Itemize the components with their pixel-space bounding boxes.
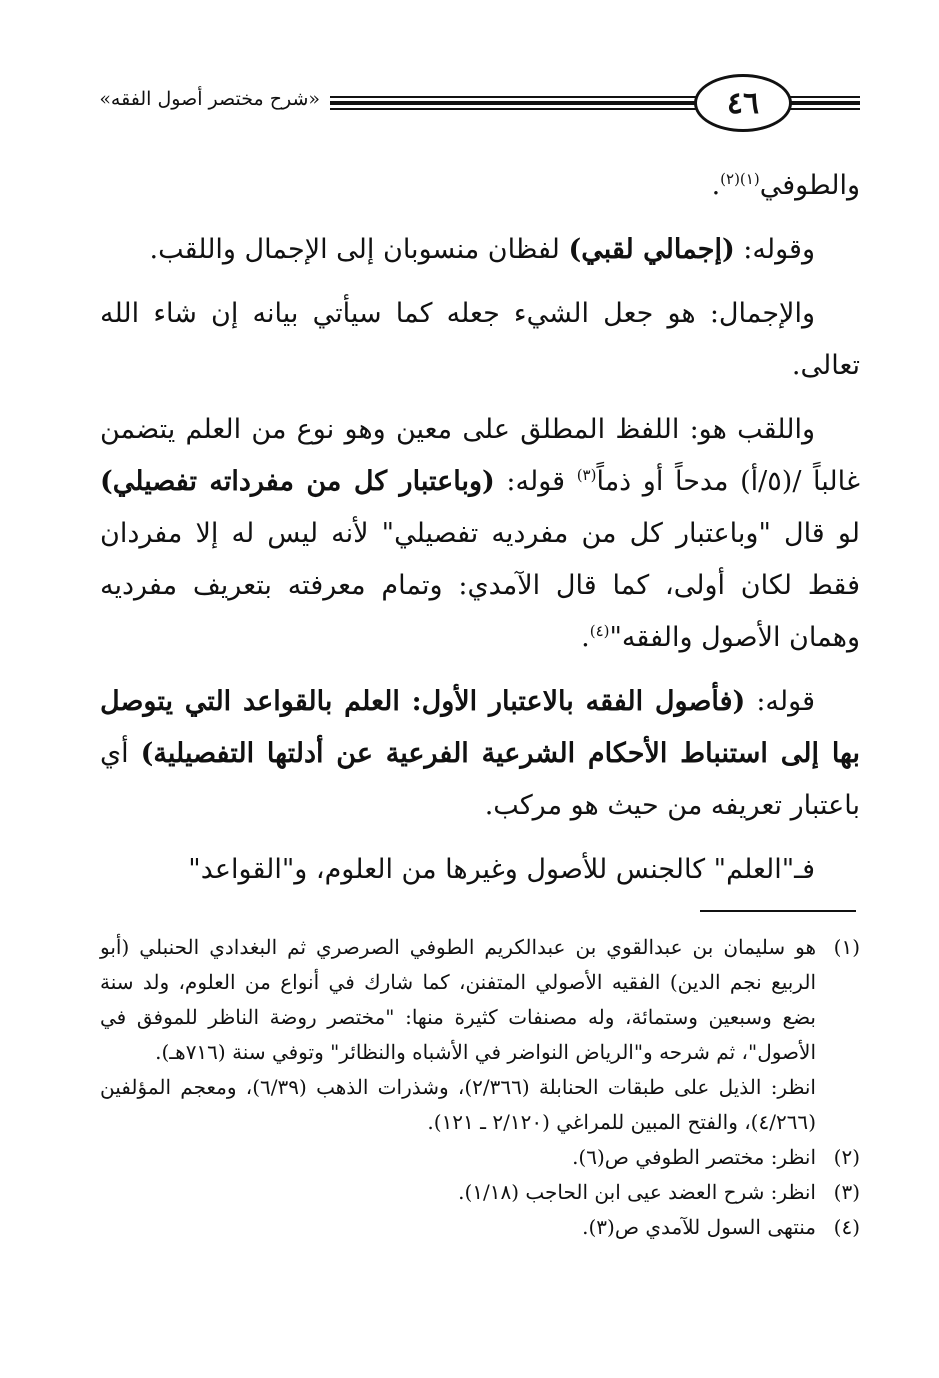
paragraph-3: والإجمال: هو جعل الشيء جعله كما سيأتي بيانه إن شاء الله تعالى. <box>100 298 860 381</box>
paragraph-2: وقوله: (إجمالي لقبي) لفظان منسوبان إلى الإجمال واللقب. <box>149 234 815 265</box>
footnote-number: (٣) <box>833 1180 860 1204</box>
paragraph-5: قوله: (فأصول الفقه بالاعتبار الأول: العلم بالقواعد التي يتوصل بها إلى استنباط الأحكام الشرعية الفرعية عن أدلتها التفصيلية) أي باعتبار تعريفه من حيث هو مركب. <box>100 686 860 821</box>
footnote-text: منتهى السول للآمدي ص(٣). <box>582 1215 816 1239</box>
page-number: ٤٦ <box>694 74 792 132</box>
footnote-text: انظر: مختصر الطوفي ص(٦). <box>572 1145 816 1169</box>
paragraph-4: واللقب هو: اللفظ المطلق على معين وهو نوع من العلم يتضمن غالباً /(٥/أ) مدحاً أو ذماً$^{(٣)}$ قوله: (وباعتبار كل من مفرداته تفصيلي) لو قال "وباعتبار كل من مفرديه تفصيلي" لأنه ليس له إلا مفردان فقط لكان أولى، كما قال الآمدي: وتمام معرفته بتعريف مفرديه وهمان الأصول والفقه"$^{(٤)}$. <box>100 414 860 653</box>
footnote-number: (٤) <box>833 1215 860 1239</box>
footnote-4 <box>100 1210 860 1245</box>
body-text <box>100 160 860 908</box>
footnote-2 <box>100 1140 860 1175</box>
running-title: «شرح مختصر أصول الفقه» <box>99 88 320 110</box>
footnote-text: انظر: شرح العضد عيى ابن الحاجب (١/١٨). <box>458 1180 816 1204</box>
footnote-rule <box>700 910 856 912</box>
footnote-1 <box>100 930 860 1070</box>
footnote-1-references: انظر: الذيل على طبقات الحنابلة (٢/٣٦٦)، وشذرات الذهب (٦/٣٩)، ومعجم المؤلفين (٤/٢٦٦)، والفتح المبين للمراغي (٢/١٢٠ ـ ١٢١). <box>100 1075 816 1134</box>
footnote-text: هو سليمان بن عبدالقوي بن عبدالكريم الطوفي الصرصري ثم البغدادي الحنبلي (أبو الربيع نجم الدين) الفقيه الأصولي المتفنن، كما شارك في أنواع من العلوم، ولد سنة بضع وسبعين وستمائة، وله مصنفات كثيرة منها: "مختصر روضة الناظر للموفق في الأصول"، ثم شرحه و"الرياض النواضر في الأشباه والنظائر" وتوفي سنة (٧١٦هـ). <box>100 935 816 1064</box>
footnote-number: (١) <box>833 935 860 959</box>
paragraph-1: والطوفي$^{(١)(٢)}$. <box>711 170 860 201</box>
footnote-3 <box>100 1175 860 1210</box>
paragraph-6: فـ"العلم" كالجنس للأصول وغيرها من العلوم، و"القواعد" <box>188 854 815 885</box>
footnote-number: (٢) <box>833 1145 860 1169</box>
footnotes <box>100 930 860 1245</box>
